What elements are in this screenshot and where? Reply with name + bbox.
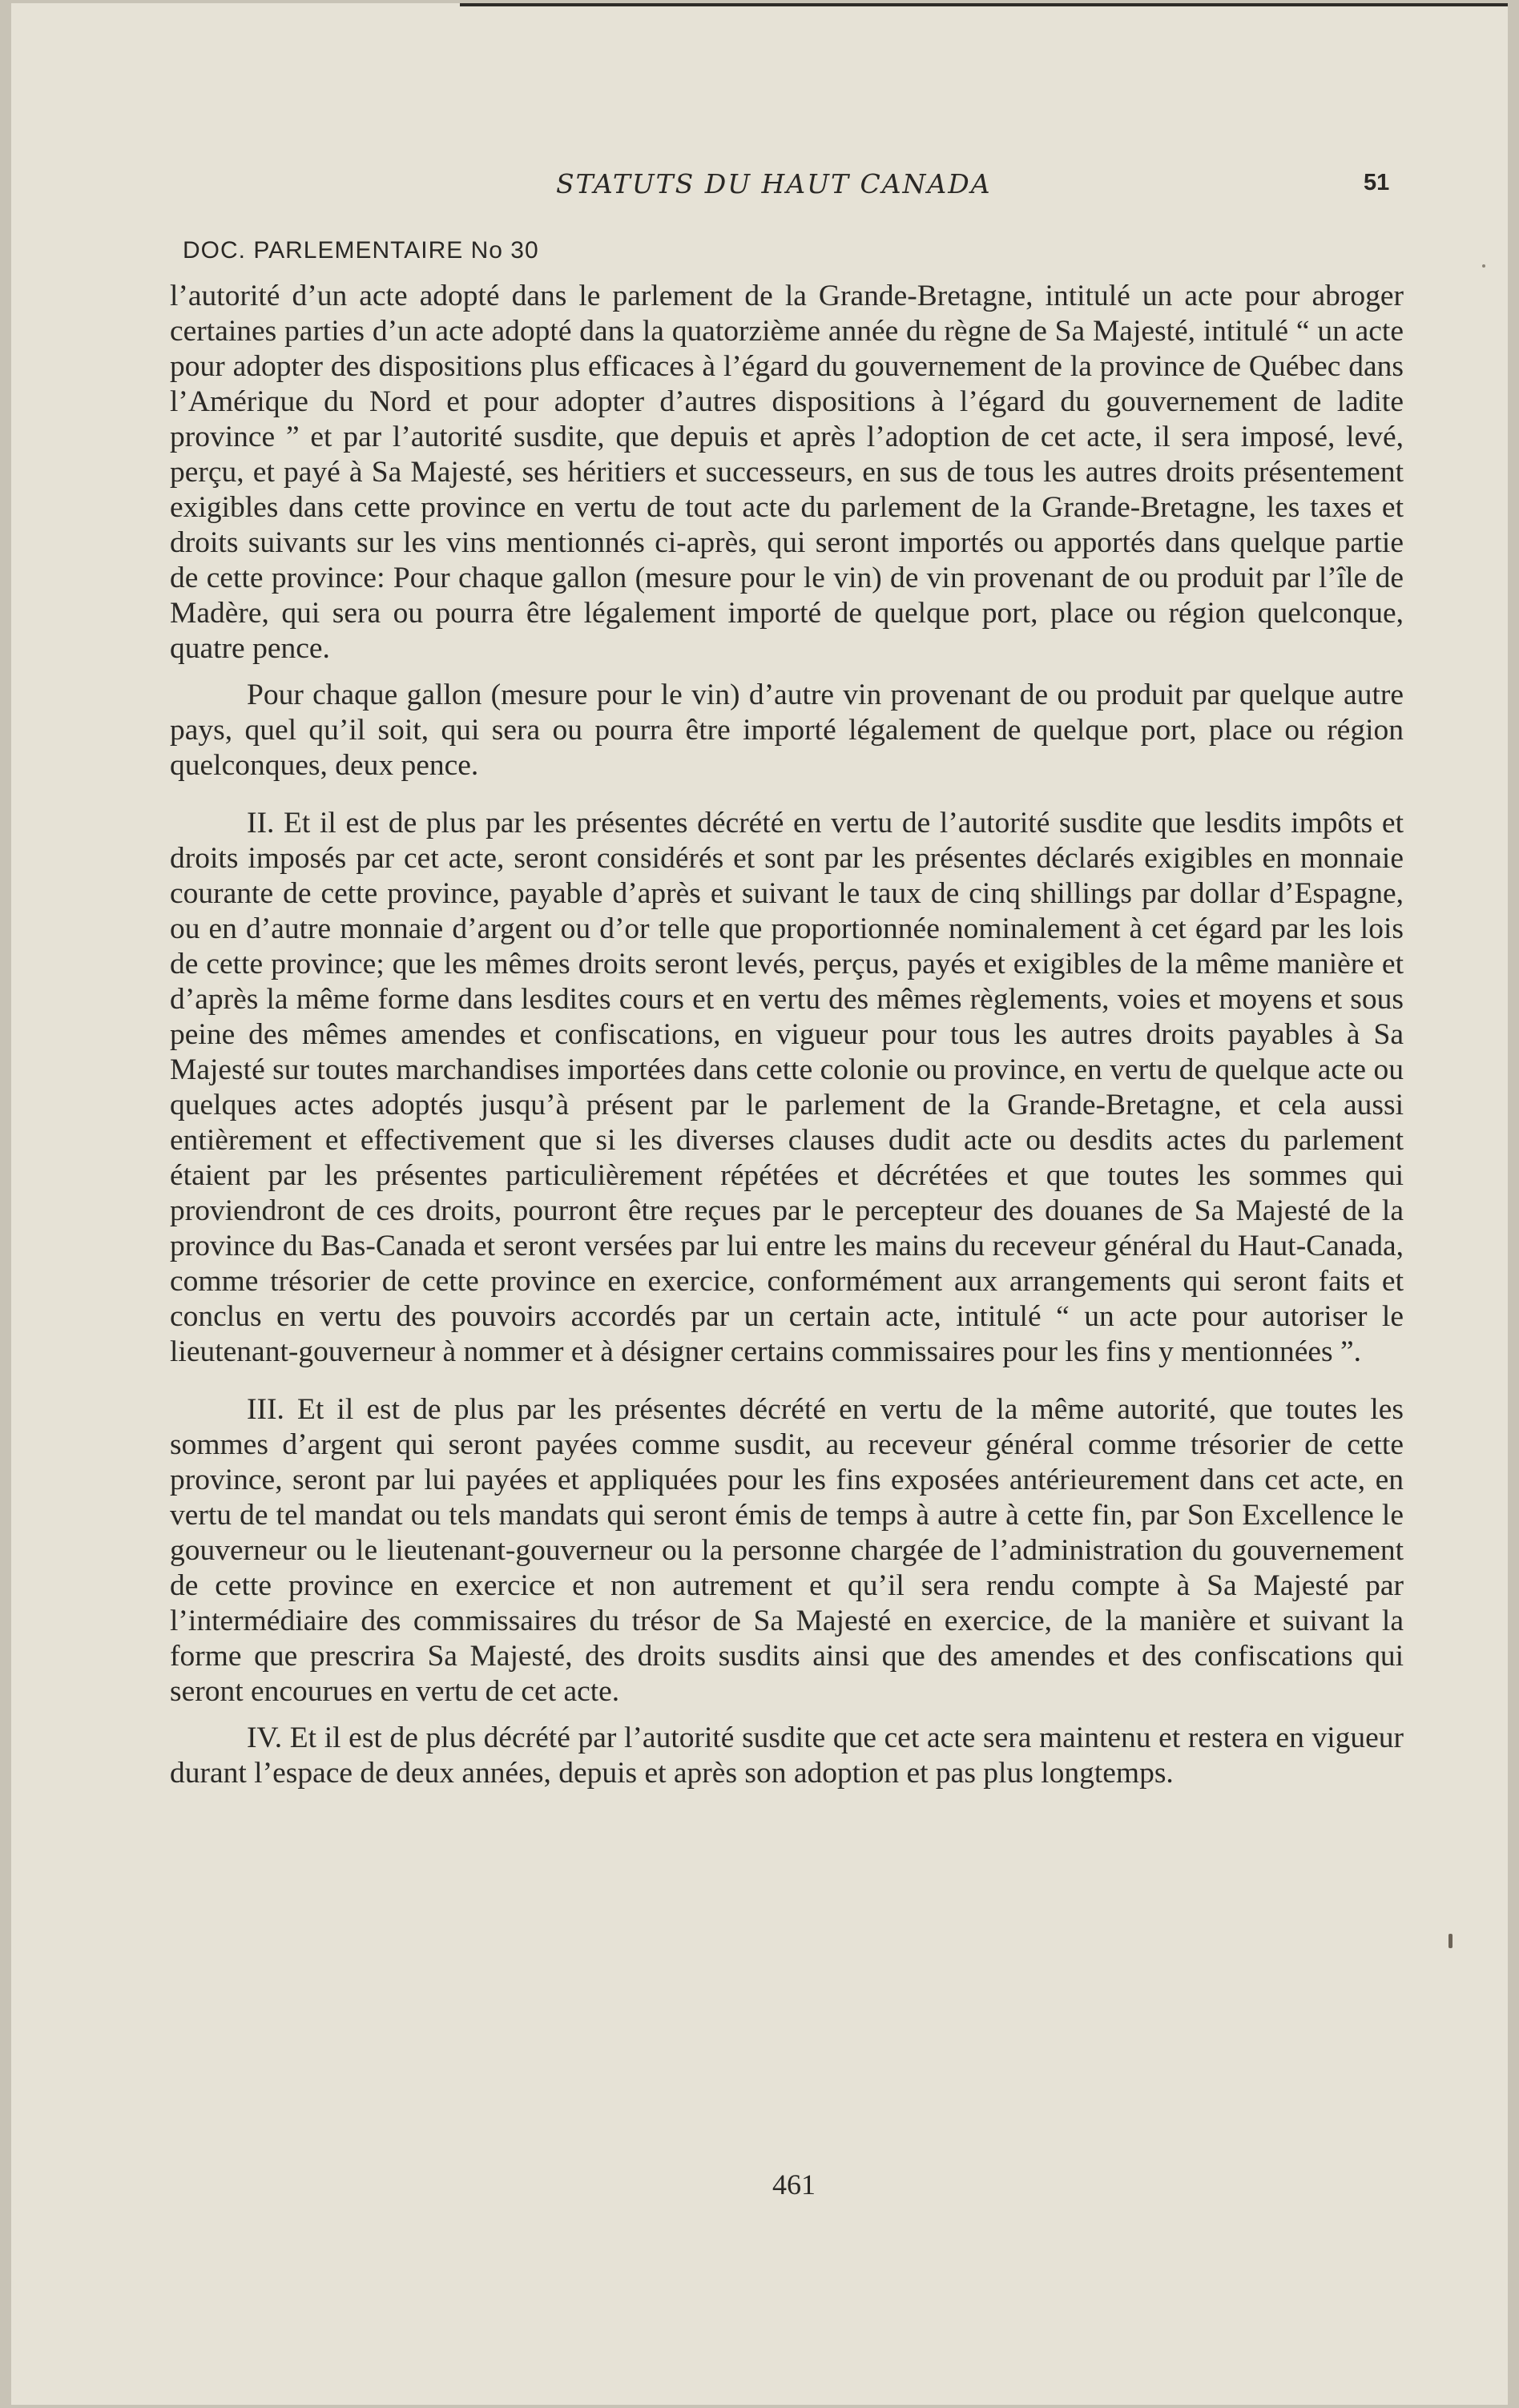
running-title: STATUTS DU HAUT CANADA <box>556 168 992 199</box>
folio-number: 461 <box>772 2168 816 2201</box>
page-number: 51 <box>1364 170 1390 195</box>
paragraph-section-ii: II. Et il est de plus par les présentes décrété en vertu de l’autorité susdite que lesdits impôts et droits imposés par cet acte, seront considérés et sont par les présentes déclarés exigibles en monnaie courante de cette province, payable d’après et suivant le taux de cinq shillings par dollar d’Espagne, ou en d’autre monnaie d’argent ou d’or telle que proportionnée nominalement à cet égard par les lois de cette province; que les mêmes droits seront levés, perçus, payés et exigibles de la même manière et d’après la même forme dans lesdites cours et en vertu des mêmes règlements, voies et moyens et sous peine des mêmes amendes et confiscations, en vigueur pour tous les autres droits payables à Sa Majesté sur toutes marchandises importées dans cette colonie ou province, en vertu de quelque acte ou quelques actes adoptés jusqu’à présent par le parlement de la Grande-Bretagne, et cela aussi entièrement et effectivement que si les diverses clauses dudit acte ou desdits actes du parlement étaient par les présentes particulièrement répétées et décrétées et que toutes les sommes qui proviendront de ces droits, pourront être reçues par le percepteur des douanes de Sa Majesté de la province du Bas-Canada et seront versées par lui entre les mains du receveur général du Haut-Canada, comme trésorier de cette province en exercice, conformément aux arrangements qui seront faits et conclus en vertu des pouvoirs accordés par un certain acte, intitulé “ un acte pour autoriser le lieutenant-gouverneur à nommer et à désigner certains commissaires pour les fins y mentionnées ”. <box>170 807 1404 1368</box>
document-page <box>11 3 1508 2405</box>
running-head <box>11 168 1508 208</box>
margin-mark <box>1448 1934 1453 1948</box>
paragraph-other-wine: Pour chaque gallon (mesure pour le vin) d’autre vin provenant de ou produit par quelque autre pays, quel qu’il soit, qui sera ou pourra être importé légalement de quelque port, place ou région quelconques, deux pence. <box>170 679 1404 782</box>
paragraph-section-iv: IV. Et il est de plus décrété par l’autorité susdite que cet acte sera maintenu et restera en vigueur durant l’espace de deux années, depuis et après son adoption et pas plus longtemps. <box>170 1721 1404 1790</box>
page-top-edge <box>460 3 1508 6</box>
margin-speck <box>1482 264 1485 268</box>
document-label: DOC. PARLEMENTAIRE No 30 <box>183 237 539 264</box>
body-text <box>170 279 1404 1791</box>
paragraph-section-iii: III. Et il est de plus par les présentes décrété en vertu de la même autorité, que toutes les sommes d’argent qui seront payées comme susdit, au receveur général comme trésorier de cette province, seront par lui payées et appliquées pour les fins exposées antérieurement dans cet acte, en vertu de tel mandat ou tels mandats qui seront émis de temps à autre à cette fin, par Son Excellence le gouverneur ou le lieutenant-gouverneur ou la personne chargée de l’administration du gouvernement de cette province en exercice et non autrement et qu’il sera rendu compte à Sa Majesté par l’intermédiaire des commissaires du trésor de Sa Majesté en exercice, de la manière et suivant la forme que prescrira Sa Majesté, des droits susdits ainsi que des amendes et des confiscations qui seront encourues en vertu de cet acte. <box>170 1393 1404 1708</box>
paragraph-continuation: l’autorité d’un acte adopté dans le parlement de la Grande-Bretagne, intitulé un acte pour abroger certaines parties d’un acte adopté dans la quatorzième année du règne de Sa Majesté, intitulé “ un acte pour adopter des dispositions plus efficaces à l’égard du gouvernement de la province de Québec dans l’Amérique du Nord et pour adopter d’autres dispositions à l’égard du gouvernement de ladite province ” et par l’autorité susdite, que depuis et après l’adoption de cet acte, il sera imposé, levé, perçu, et payé à Sa Majesté, ses héritiers et successeurs, en sus de tous les autres droits présentement exigibles dans cette province en vertu de tout acte du parlement de la Grande-Bretagne, les taxes et droits suivants sur les vins mentionnés ci-après, qui seront importés ou apportés dans quelque partie de cette province: Pour chaque gallon (mesure pour le vin) de vin provenant de ou produit par l’île de Madère, qui sera ou pourra être légalement importé de quelque port, place ou région quelconque, quatre pence. <box>170 280 1404 665</box>
